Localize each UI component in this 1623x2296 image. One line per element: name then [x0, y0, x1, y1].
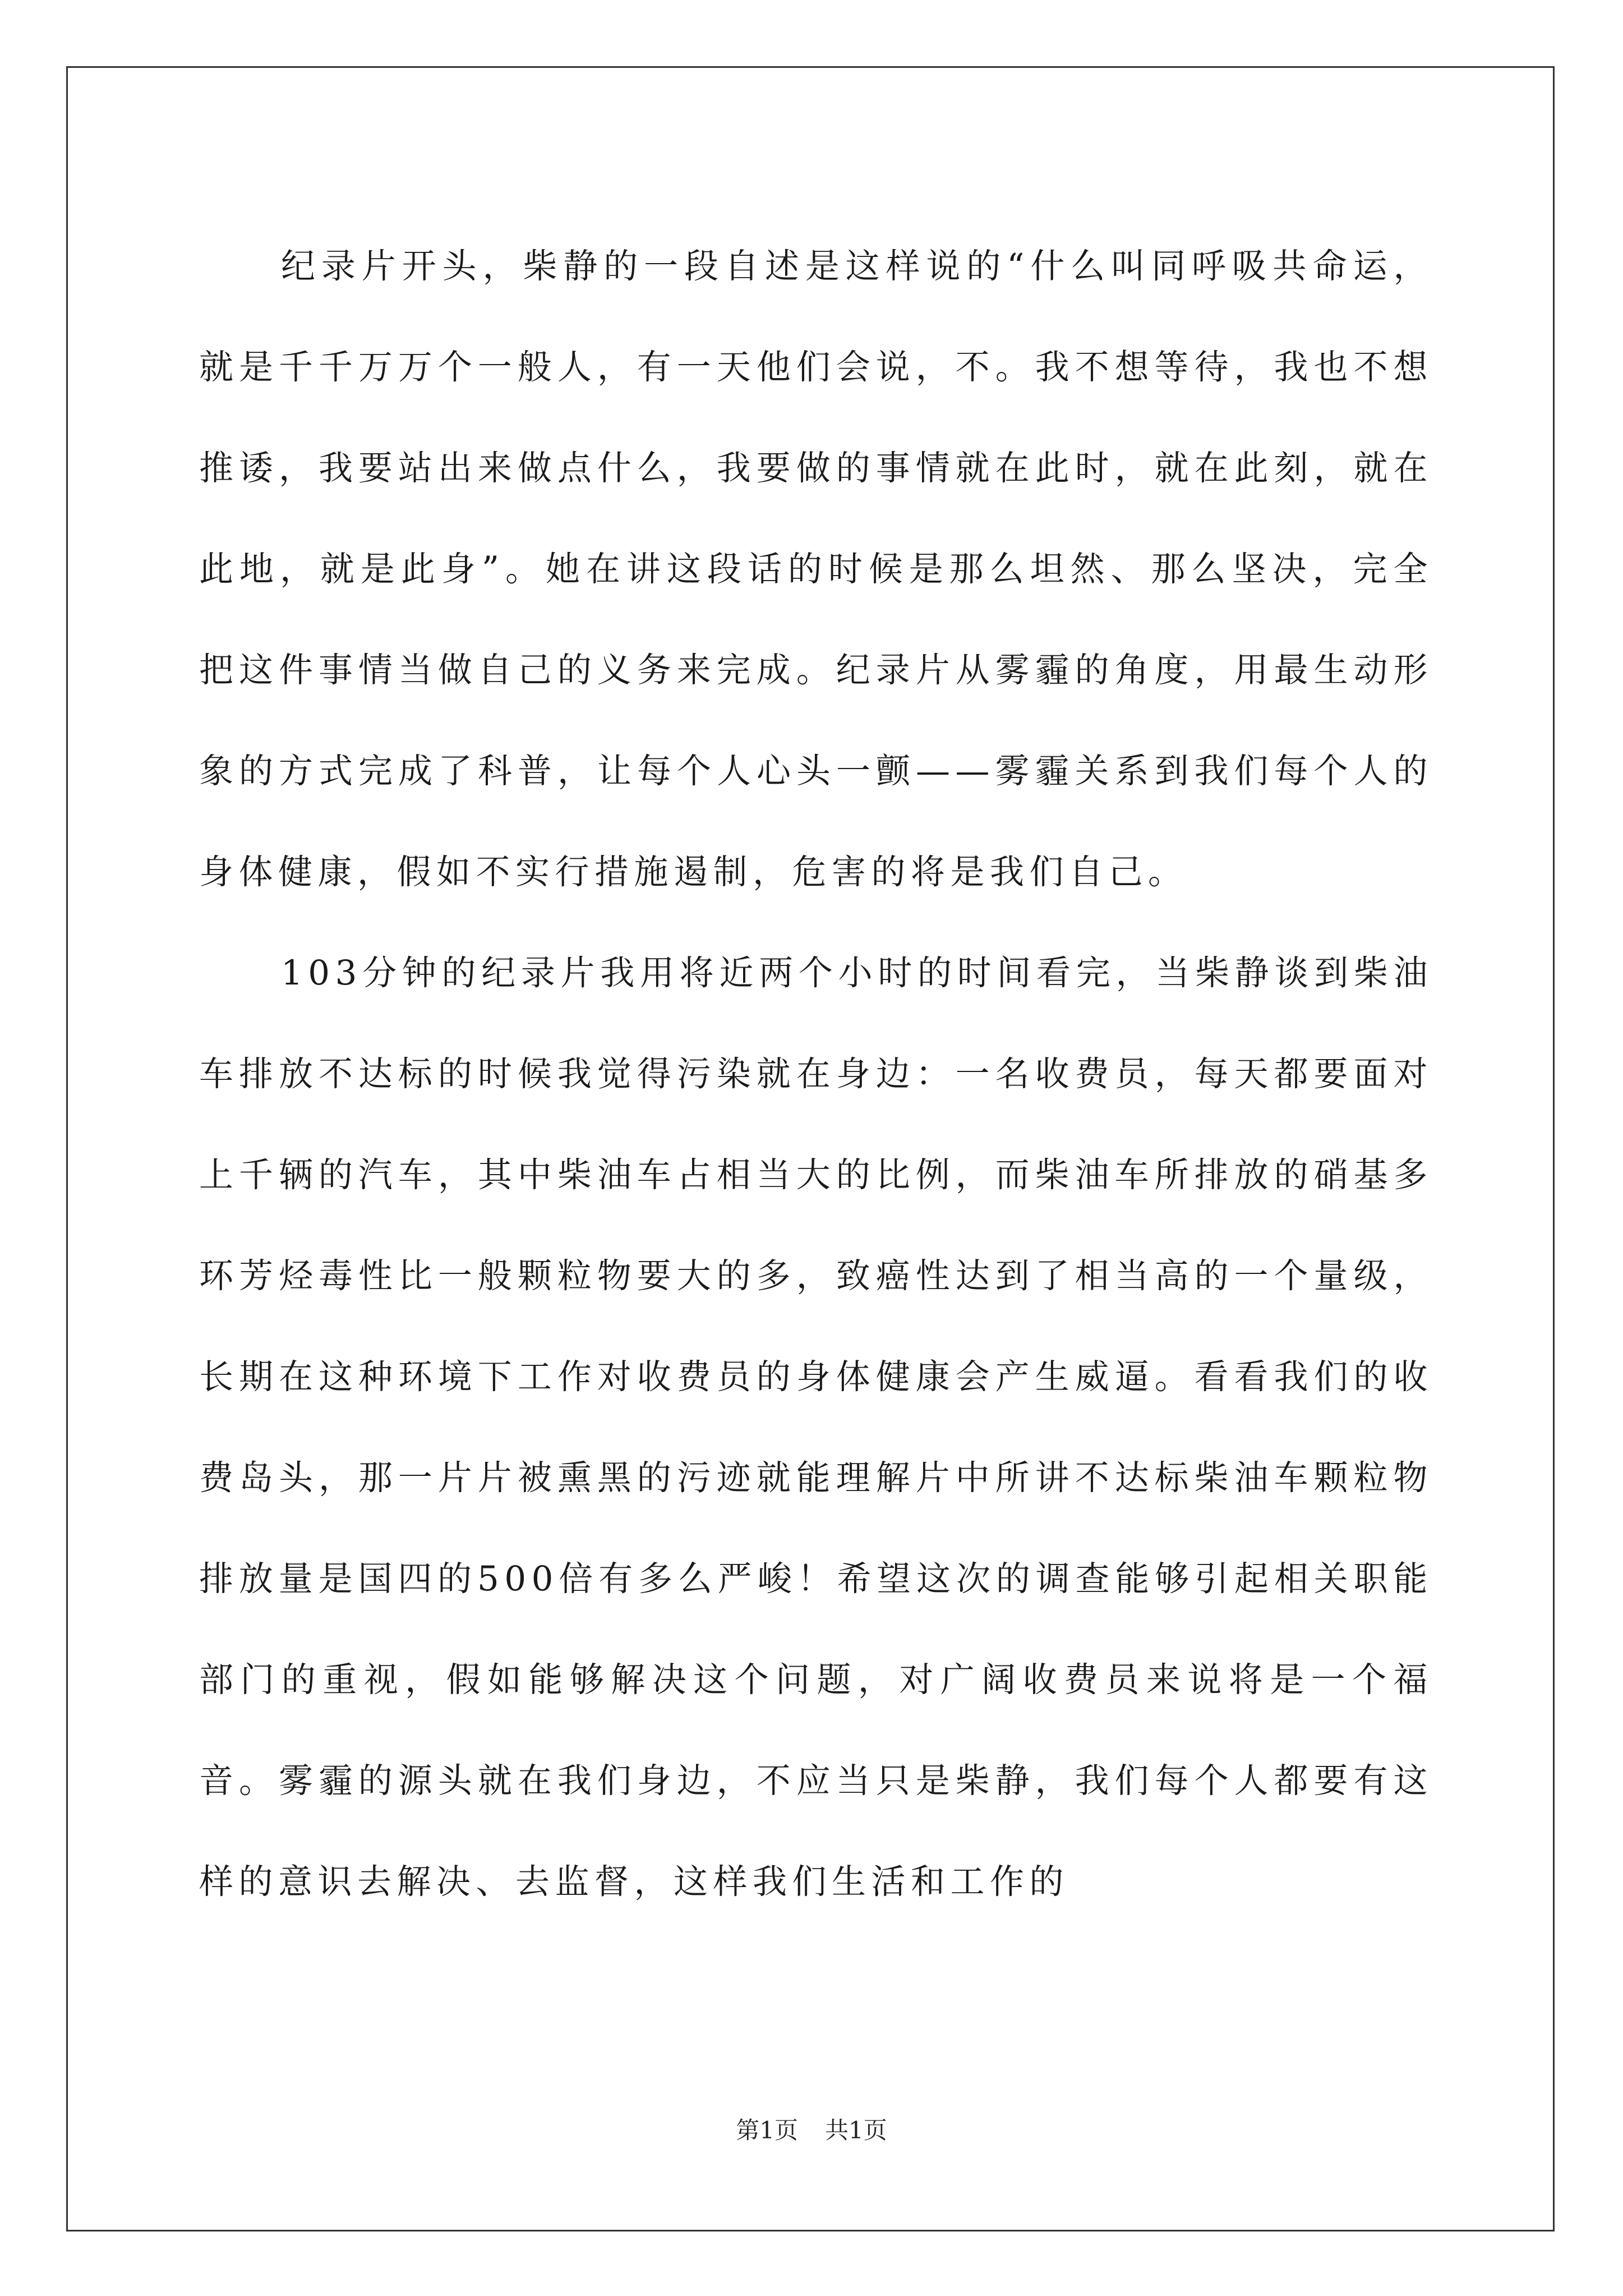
page-total: 共1页	[825, 2116, 887, 2144]
document-body	[199, 216, 1433, 1932]
paragraph-1: 纪录片开头，柴静的一段自述是这样说的“什么叫同呼吸共命运，就是千千万万个一般人，有一天他们会说，不。我不想等待，我也不想推诿，我要站出来做点什么，我要做的事情就在此时，就在此刻，就在此地，就是此身”。她在讲这段话的时候是那么坦然、那么坚决，完全把这件事情当做自己的义务来完成。纪录片从雾霾的角度，用最生动形象的方式完成了科普，让每个人心头一颤——雾霾关系到我们每个人的身体健康，假如不实行措施遏制，危害的将是我们自己。	[199, 246, 1433, 892]
page-number: 第1页	[736, 2116, 798, 2144]
page-footer	[0, 2112, 1623, 2146]
paragraph-2: 103分钟的纪录片我用将近两个小时的时间看完，当柴静谈到柴油车排放不达标的时候我觉得污染就在身边：一名收费员，每天都要面对上千辆的汽车，其中柴油车占相当大的比例，而柴油车所排放的硝基多环芳烃毒性比一般颗粒物要大的多，致癌性达到了相当高的一个量级，长期在这种环境下工作对收费员的身体健康会产生威逼。看看我们的收费岛头，那一片片被熏黑的污迹就能理解片中所讲不达标柴油车颗粒物排放量是国四的500倍有多么严峻！希望这次的调查能够引起相关职能部门的重视，假如能够解决这个问题，对广阔收费员来说将是一个福音。雾霾的源头就在我们身边，不应当只是柴静，我们每个人都要有这样的意识去解决、去监督，这样我们生活和工作的	[199, 953, 1433, 1902]
